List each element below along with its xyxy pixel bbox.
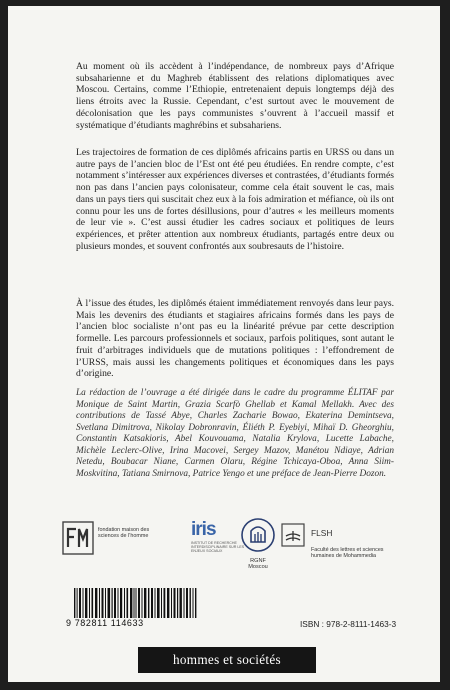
summary-paragraph-3: À l’issue des études, les diplômés étaient immédiatement renvoyés dans leur pays. Mais les devenirs des étudiants et stagiaires africains formés dans les pays de l’ancien bloc socialiste n’ont pas eu la linéarité prévue par cette description formelle. Les parcours professionnels et sociaux, parfois politiques, sont autant le fruit d’arbitrages individuels que de mutations politiques : l’effondrement de l’URSS, mais aussi les changements politiques et économiques dans les pays d’origine. — [76, 298, 394, 380]
fmsh-icon — [62, 521, 94, 555]
summary-paragraph-2: Les trajectoires de formation de ces diplômés africains partis en URSS ou dans un autre pays de l’ancien bloc de l’Est ont été peu étudiées. En rendre compte, c’est notamment s’intéresser aux expériences diverses et contrastées, d’étudiants formés non pas dans l’ancien pays colonisateur, comme cela était souvent le cas, mais dans un pays tiers qui suscitait chez eux à la fois admiration et méfiance, où ils ont connu pour les uns de fortes désillusions, pour d’autres « les meilleurs moments de leur vie ». C’est aussi étudier les cadres sociaux et politiques de leurs expériences, et prêter attention aux nombreux étudiants, partagés entre deux ou plusieurs mondes, et souvent confrontés aux soubresauts de l’histoire. — [76, 147, 394, 252]
rgnf-logo — [240, 517, 276, 577]
rgnf-emblem-icon — [240, 517, 276, 553]
back-cover — [8, 6, 440, 682]
iris-wordmark: iris — [191, 519, 216, 540]
iris-subtitle: INSTITUT DE RECHERCHE INTERDISCIPLINAIRE SUR LES ENJEUX SOCIAUX — [191, 541, 245, 553]
rgnf-caption-line2: Moscou — [248, 564, 268, 571]
barcode-digits: 9 782811 114633 — [66, 618, 206, 628]
partner-logos — [8, 515, 440, 585]
flsh-book-icon — [281, 523, 305, 547]
flsh-logo — [281, 523, 391, 563]
flsh-name: FLSH — [311, 528, 333, 538]
fmsh-text: fondation maison des sciences de l’homme — [98, 527, 150, 539]
collection-banner: hommes et sociétés — [138, 647, 316, 673]
fmsh-logo — [62, 521, 152, 561]
credits-paragraph: La rédaction de l’ouvrage a été dirigée dans le cadre du programme ÉLITAF par Monique de Saint Martin, Grazia Scarfò Ghellab et Kamal Mellakh. Avec des contributions de Tassé Abye, Charles Zacharie Bowao, Ekaterina Demintseva, Svetlana Dimitrova, Nikolay Dobronravin, Éliéth P. Eyebiyi, Mihaï D. Gheorghiu, Constantin Katsakioris, Abel Kouvouama, Natalia Krylova, Lucette Labache, Michèle Leclerc-Olive, Irina Macovei, Sergey Mazov, Manétou Ndiaye, Adrian Netedu, Boubacar Niane, Carmen Olaru, Régine Tchicaya-Oboa, Anna Siim-Moskvitina, Tatiana Smirnova, Patrice Yengo et une préface de Jean-Pierre Dozon. — [76, 388, 394, 479]
iris-logo — [191, 519, 245, 559]
summary-paragraph-1: Au moment où ils accèdent à l’indépendance, de nombreux pays d’Afrique subsaharienne et du Maghreb établissent des relations diplomatiques avec Moscou. Certains, comme l’Ethiopie, entretenaient depuis longtemps déjà des liens étroits avec la Russie. Cependant, c’est surtout avec le mouvement de décolonisation que les pays communistes s’ouvrent à l’accueil massif et systématique d’étudiants maghrébins et subsahariens. — [76, 61, 394, 131]
isbn-label: ISBN : 978-2-8111-1463-3 — [300, 619, 397, 629]
rgnf-caption-line1: RGNF — [250, 558, 266, 564]
flsh-description: Faculté des lettres et sciences humaines de Mohammedia — [311, 547, 384, 560]
